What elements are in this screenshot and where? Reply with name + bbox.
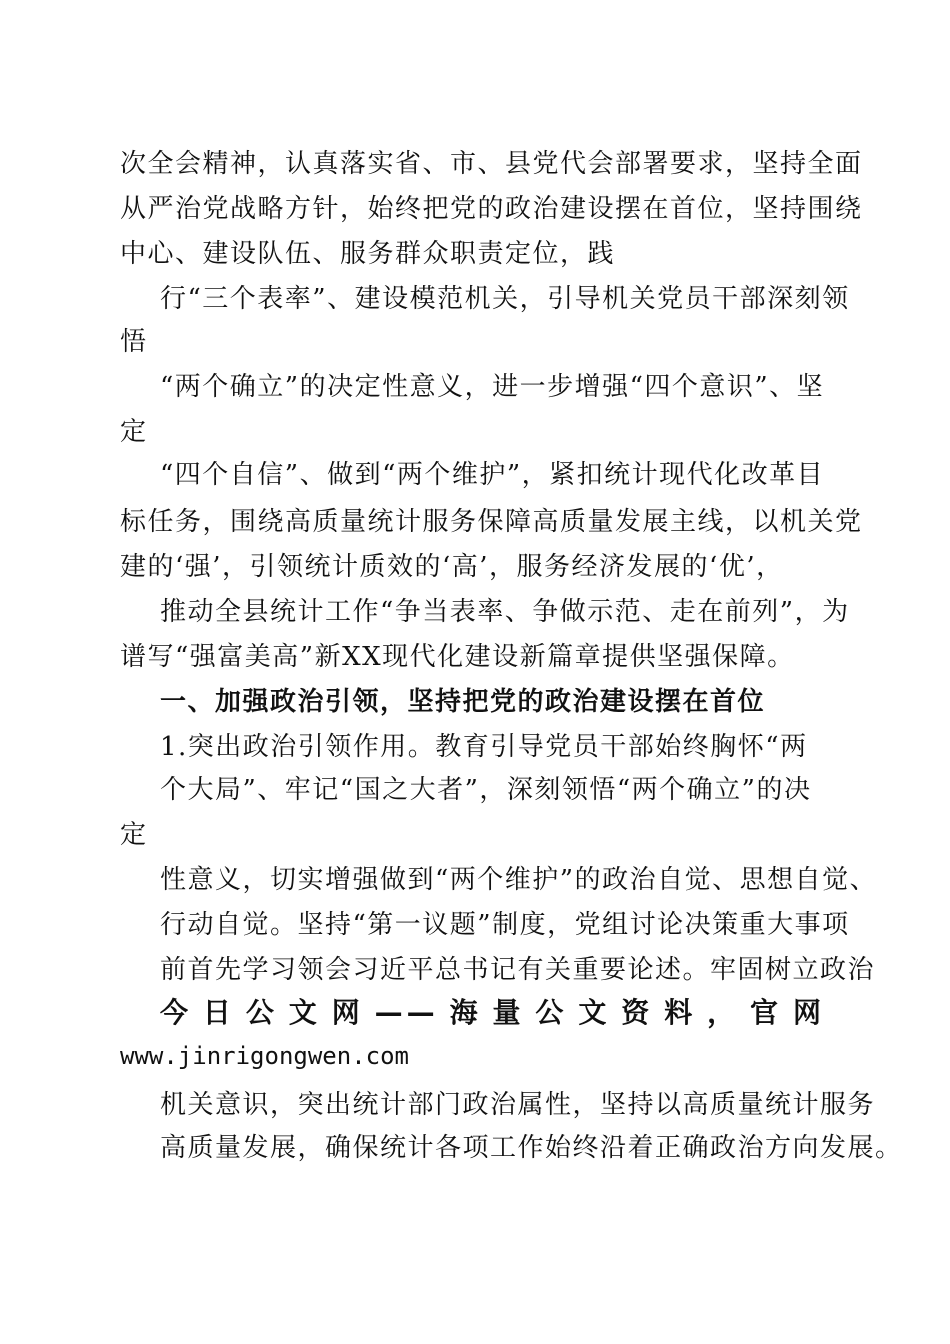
body-text-line: 谱写“强富美高”新XX现代化建设新篇章提供坚强保障。 xyxy=(120,642,795,672)
body-text-line: 个大局”、牢记“国之大者”，深刻领悟“两个确立”的决 xyxy=(160,775,812,805)
body-text-line: 推动全县统计工作“争当表率、争做示范、走在前列”，为 xyxy=(160,597,850,627)
body-text-line: 建的‘强’，引领统计质效的‘高’，服务经济发展的‘优’， xyxy=(120,552,784,582)
body-text-line: 前首先学习领会习近平总书记有关重要论述。牢固树立政治 xyxy=(160,955,876,985)
body-text-line: 机关意识，突出统计部门政治属性，坚持以高质量统计服务 xyxy=(160,1090,876,1120)
body-text-line: 中心、建设队伍、服务群众职责定位，践 xyxy=(120,239,616,269)
body-text-line: 行动自觉。坚持“第一议题”制度，党组讨论决策重大事项 xyxy=(160,910,850,940)
section-heading: 一、加强政治引领，坚持把党的政治建设摆在首位 xyxy=(160,687,766,717)
body-text-line: 行“三个表率”、建设模范机关，引导机关党员干部深刻领 xyxy=(160,284,850,314)
body-text-line: 性意义，切实增强做到“两个维护”的政治自觉、思想自觉、 xyxy=(160,865,878,895)
site-url-link[interactable]: www.jinrigongwen.com xyxy=(120,1042,409,1070)
body-text-line: 1.突出政治引领作用。教育引导党员干部始终胸怀“两 xyxy=(160,732,808,762)
body-text-line: 从严治党战略方针，始终把党的政治建设摆在首位，坚持围绕 xyxy=(120,194,863,224)
body-text-line: “四个自信”、做到“两个维护”，紧扣统计现代化改革目 xyxy=(160,460,825,490)
body-text-line: 悟 xyxy=(120,327,148,357)
body-text-line: 定 xyxy=(120,417,148,447)
body-text-line: 次全会精神，认真落实省、市、县党代会部署要求，坚持全面 xyxy=(120,149,863,179)
body-text-line: 标任务，围绕高质量统计服务保障高质量发展主线，以机关党 xyxy=(120,507,863,537)
body-text-line: 定 xyxy=(120,820,148,850)
body-text-line: 高质量发展，确保统计各项工作始终沿着正确政治方向发展。 xyxy=(160,1133,903,1163)
site-banner: 今日公文网——海量公文资料，官网 xyxy=(160,996,825,1029)
body-text-line: “两个确立”的决定性意义，进一步增强“四个意识”、坚 xyxy=(160,372,825,402)
